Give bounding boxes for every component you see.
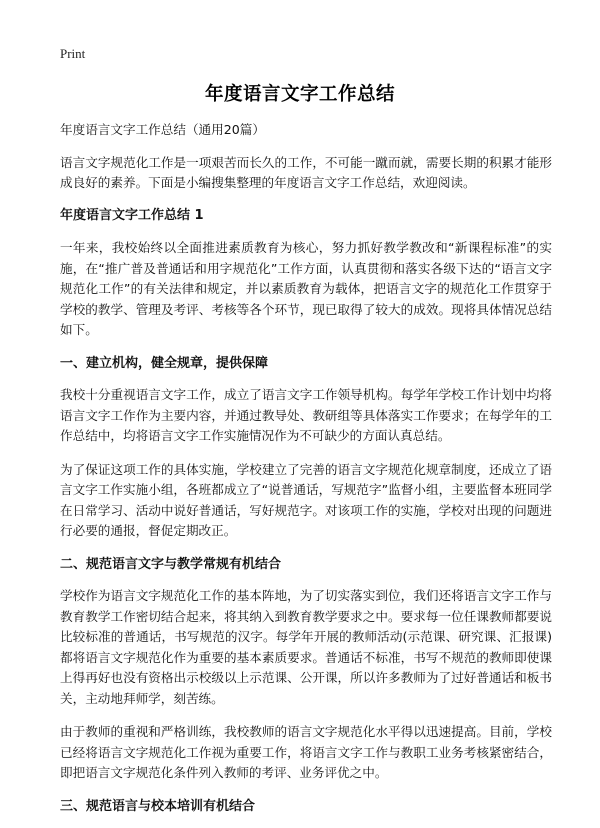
section-heading-3: 三、规范语言与校本培训有机结合: [60, 798, 256, 814]
document-title: 年度语言文字工作总结: [204, 84, 395, 105]
section-heading-1: 一、建立机构，健全规章，提供保障: [60, 355, 269, 371]
intro-paragraph: 语言文字规范化工作是一项艰苦而长久的工作，不可能一蹴而就，需要长期的积累才能形成良好的素养。下面是小编搜集整理的年度语言文字工作总结，欢迎阅读。: [60, 154, 552, 190]
document-subtitle: 年度语言文字工作总结（通用20篇）: [60, 122, 265, 137]
document-body: [60, 120, 552, 828]
body-paragraph: 学校作为语言文字规范化工作的基本阵地，为了切实落实到位，我们还将语言文字工作与教育教学工作密切结合起来，将其纳入到教育教学要求之中。要求每一位任课教师都要说比较标准的普通话，书写规范的汉字。每学年开展的教师活动(示范课、研究课、汇报课)都将语言文字规范化作为重要的基本素质要求。普通话不标准，书写不规范的教师即使课上得再好也没有资格出示校级以上示范课、公开课，所以许多教师为了过好普通话和板书关，主动地拜师学，刻苦练。: [60, 588, 552, 706]
section-heading-2: 二、规范语言文字与教学常规有机结合: [60, 556, 282, 572]
print-link[interactable]: Print: [60, 46, 86, 61]
body-paragraph: 一年来，我校始终以全面推进素质教育为核心，努力抓好教学教改和“新课程标准”的实施，在“推广普及普通话和用字规范化”工作方面，认真贯彻和落实各级下达的“语言文字规范化工作”的有关法律和规定，并以素质教育为载体，把语言文字的规范化工作贯穿于学校的教学、管理及考评、考核等各个环节，现已取得了较大的成效。现将具体情况总结如下。: [60, 240, 552, 337]
body-paragraph: 为了保证这项工作的具体实施，学校建立了完善的语言文字规范化规章制度，还成立了语言文字工作实施小组，各班都成立了“说普通话，写规范字”监督小组，主要监督本班同学在日常学习、活动中说好普通话，写好规范字。对该项工作的实施，学校对出现的问题进行必要的通报，督促定期改正。: [60, 461, 552, 538]
body-paragraph: 我校十分重视语言文字工作，成立了语言文字工作领导机构。每学年学校工作计划中均将语言文字工作作为主要内容，并通过教导处、教研组等具体落实工作要求；在每学年的工作总结中，均将语言文字工作实施情况作为不可缺少的方面认真总结。: [60, 387, 552, 443]
body-paragraph: 由于教师的重视和严格训练，我校教师的语言文字规范化水平得以迅速提高。目前，学校已经将语言文字规范化工作视为重要工作，将语言文字工作与教职工业务考核紧密结合，即把语言文字规范化条件列入教师的考评、业务评优之中。: [60, 724, 552, 780]
section-title: 年度语言文字工作总结 1: [60, 207, 204, 223]
